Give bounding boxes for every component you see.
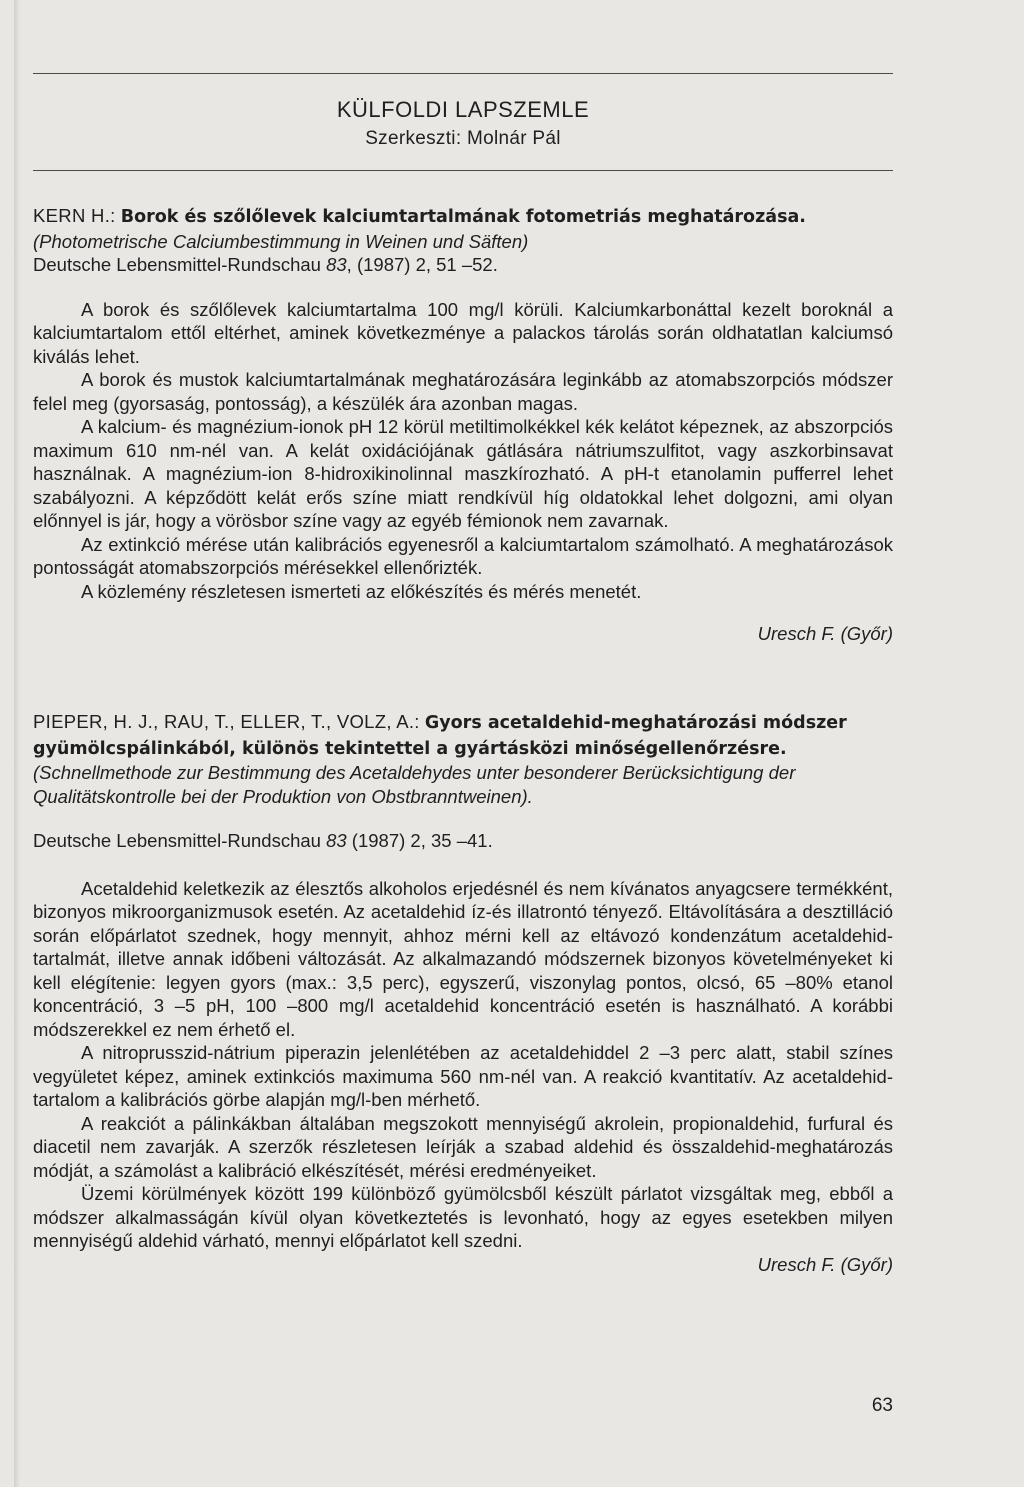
article-1 [33, 204, 893, 646]
article-2-authors: PIEPER, H. J., RAU, T., ELLER, T., VOLZ, A.: [33, 711, 420, 732]
article-2-original-title: (Schnellmethode zur Bestimmung des Acetaldehydes unter besonderer Berücksichtigung der Qualitätskontrolle bei der Produktion von Obstbranntweinen). [33, 762, 796, 807]
section-editor: Szerkeszti: Molnár Pál [365, 128, 561, 149]
header-rule-top [33, 73, 893, 74]
article-1-journal-name: Deutsche Lebensmittel-Rundschau [33, 254, 327, 275]
page-edge-shadow [14, 0, 20, 1487]
page-number: 63 [871, 1395, 893, 1416]
article-2-journal-name: Deutsche Lebensmittel-Rundschau [33, 830, 327, 851]
article-1-original-title: (Photometrische Calciumbestimmung in Weinen und Säften) [33, 230, 529, 252]
article-2 [33, 710, 893, 1276]
article-2-issue: (1987) 2, 35 –41. [346, 830, 493, 851]
article-1-signature: Uresch F. (Győr) [757, 623, 893, 644]
article-1-volume: 83 [326, 254, 347, 275]
article-1-authors: KERN H.: [33, 205, 116, 226]
article-2-signature: Uresch F. (Győr) [757, 1253, 893, 1275]
article-2-volume: 83 [326, 830, 347, 851]
article-2-paragraph: Acetaldehid keletkezik az élesztős alkoholos erjedésnél és nem kívánatos anyagcsere termékként, bizonyos mikroorganizmusok esetén. Az acetaldehid íz-és illatrontó tényező. Eltávolítására a desztilláció során előpárlatot szednek, hogy mennyit, ahhoz mérni kell az eltávozó kondenzátum acetaldehid-tartalmát, illetve annak időbeni változását. Az alkalmazandó módszernek bizonyos követelményeket ki kell elégítenie: legyen gyors (max.: 3,5 perc), egyszerű, viszonylag pontos, olcsó, 65 –80% etanol koncentráció, 3 –5 pH, 100 –800 mg/l acetaldehid koncentráció esetén is használható. A korábbi módszerekkel ez nem érhető el. [33, 877, 893, 1040]
article-2-title: Gyors acetaldehid-meghatározási módszer gyümölcspálinkából, különös tekintettel a gyártásközi minőségellenőrzésre. [33, 713, 847, 759]
article-2-citation [33, 710, 893, 761]
article-1-paragraph: A borok és szőlőlevek kalciumtartalma 100 mg/l körüli. Kalciumkarbonáttal kezelt boroknál a kalciumtartalom ettől eltérhet, aminek következménye a palackos tárolás során oldhatatlan kalciumsó kiválás lehet. [33, 298, 893, 367]
article-1-paragraph: A borok és mustok kalciumtartalmának meghatározására leginkább az atomabszorpciós módszer felel meg (gyorsaság, pontosság), a készülék ára azonban magas. [33, 369, 893, 414]
article-1-issue: , (1987) 2, 51 –52. [346, 254, 498, 275]
section-title: KÜLFOLDI LAPSZEMLE [336, 97, 590, 122]
article-1-body [33, 298, 893, 604]
article-1-citation [33, 204, 893, 230]
article-2-paragraph: Üzemi körülmények között 199 különböző gyümölcsből készült párlatot vizsgáltak meg, ebből a módszer alkalmasságán kívül olyan következtetés is levonható, hogy az egyes esetekben milyen mennyiségű aldehid várható, mennyi előpárlatot kell szedni. [33, 1183, 893, 1251]
article-2-body [33, 877, 893, 1253]
article-1-paragraph: A kalcium- és magnézium-ionok pH 12 körül metiltimolkékkel kék kelátot képeznek, az abszorpciós maximum 610 nm-nél van. A kelát oxidációjának gátlására nátriumszulfitot, vagy aszkorbinsavat használnak. A magnézium-ion 8-hidroxikinolinnal maszkírozható. A pH-t etanolamin pufferrel lehet szabályozni. A képződött kelát erős színe miatt rendkívül híg oldatokkal lehet dolgozni, ami olyan előnnyel is jár, hogy a vörösbor színe vagy az egyéb fémionok nem zavarnak. [33, 416, 893, 531]
article-1-title: Borok és szőlőlevek kalciumtartalmának fotometriás meghatározása. [120, 207, 806, 227]
article-2-paragraph: A nitroprusszid-nátrium piperazin jelenlétében az acetaldehiddel 2 –3 perc alatt, stabil színes vegyületet képez, aminek extinkciós maximuma 560 nm-nél van. A reakció kvantitatív. Az acetaldehid-tartalom a kalibrációs görbe alapján mg/l-ben mérhető. [33, 1042, 893, 1110]
article-2-paragraph: A reakciót a pálinkákban általában megszokott mennyiségű akrolein, propionaldehid, furfural és diacetil nem zavarják. A szerzők részletesen leírják a szabad aldehid és összaldehid-meghatározás módját, a számolást a kalibráció elkészítését, mérési eredményeiket. [33, 1112, 893, 1181]
article-1-paragraph: A közlemény részletesen ismerteti az előkészítés és mérés menetét. [81, 580, 642, 602]
article-1-paragraph: Az extinkció mérése után kalibrációs egyenesről a kalciumtartalom számolható. A meghatározások pontosságát atomabszorpciós mérésekkel ellenőrizték. [33, 533, 893, 578]
header-rule-bottom [33, 170, 893, 171]
article-1-journal [33, 253, 893, 277]
article-2-journal [33, 829, 893, 853]
